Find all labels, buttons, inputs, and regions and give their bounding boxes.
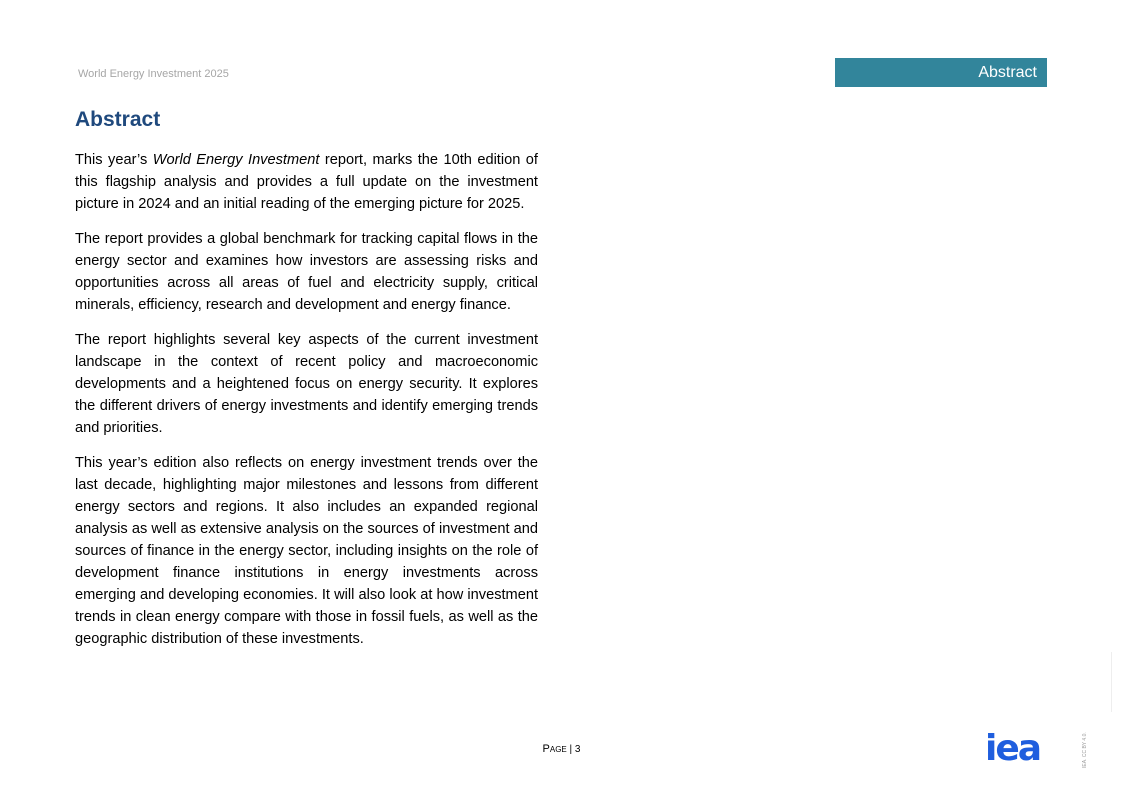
page-separator: | [566, 744, 575, 755]
side-divider [1111, 652, 1112, 712]
report-name: World Energy Investment [152, 152, 320, 168]
paragraph-3: The report highlights several key aspects of the current investment landscape in the context of recent policy and macroeconomic developments and a heightened focus on energy security. It explores the different drivers of energy investments and identify emerging trends and priorities. [75, 332, 538, 436]
paragraph-2: The report provides a global benchmark for tracking capital flows in the energy sector and examines how investors are assessing risks and opportunities across all areas of fuel and electricity supply, critical minerals, efficiency, research and development and energy finance. [75, 231, 538, 313]
side-credit: IEA. CC BY 4.0. [1082, 732, 1088, 768]
paragraph-1-lead: This year’s [75, 152, 153, 168]
page-number-value: 3 [574, 744, 581, 755]
abstract-body [75, 149, 538, 663]
running-header-title: World Energy Investment 2025 [78, 68, 229, 80]
iea-logo-text: iea [985, 730, 1041, 764]
paragraph-4: This year’s edition also reflects on energy investment trends over the last decade, highlighting major milestones and lessons from different energy sectors and regions. It also includes an expanded regional analysis as well as extensive analysis on the sources of investment and sources of finance in the energy sector, including insights on the role of development finance institutions in energy investments across emerging and developing economies. It will also look at how investment trends in clean energy compare with those in fossil fuels, as well as the geographic distribution of these investments. [75, 455, 538, 647]
paragraph-1 [75, 149, 538, 215]
iea-logo [985, 730, 1049, 764]
page-number [0, 743, 1123, 755]
paragraph-1-rest: report, marks the 10th edition of this flagship analysis and provides a full update on the investment picture in 2024 and an initial reading of the emerging picture for 2025. [75, 152, 538, 212]
section-tab: Abstract [835, 58, 1047, 87]
page-title: Abstract [75, 108, 161, 131]
page-label: Page [542, 743, 567, 755]
